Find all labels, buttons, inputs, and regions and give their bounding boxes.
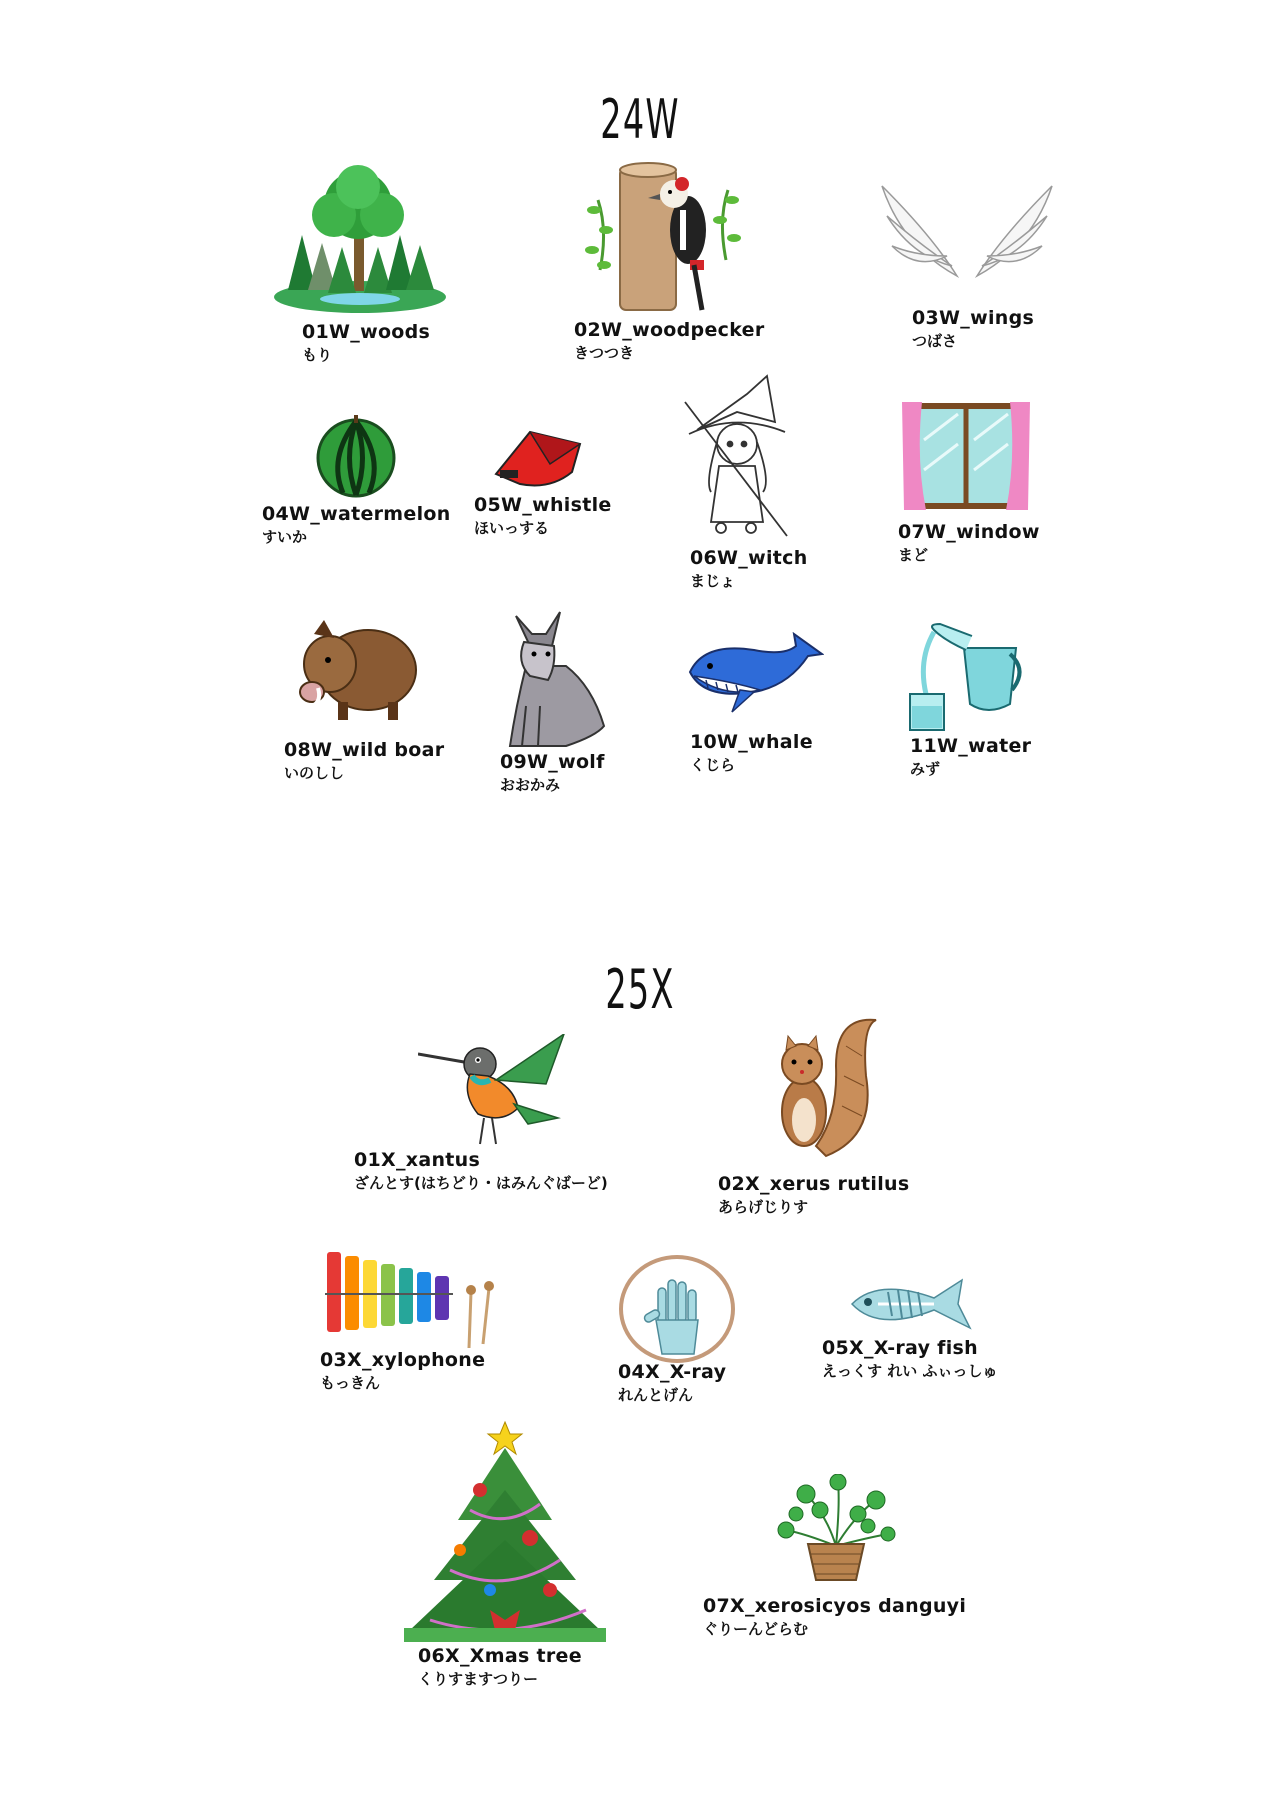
caption-jp: ざんとす(はちどり・はみんぐばーど) <box>354 1173 608 1192</box>
potted-plant-icon <box>776 1474 896 1584</box>
caption-02x <box>718 1174 910 1216</box>
caption-jp: みず <box>910 759 941 778</box>
caption-en: 08W_wild boar <box>284 739 445 761</box>
caption-en: 02X_xerus rutilus <box>718 1173 910 1195</box>
caption-04x <box>618 1362 726 1404</box>
caption-06w <box>690 548 808 590</box>
hummingbird-icon <box>418 1034 566 1150</box>
xray-hand-icon <box>618 1254 736 1364</box>
woodpecker-icon <box>578 160 748 312</box>
caption-en: 05X_X-ray fish <box>822 1337 978 1359</box>
caption-jp: えっくす れい ふぃっしゅ <box>822 1361 998 1380</box>
window-icon <box>900 400 1032 512</box>
xray-fish-icon <box>848 1274 974 1334</box>
caption-en: 05W_whistle <box>474 494 612 516</box>
caption-en: 01W_woods <box>302 321 431 343</box>
caption-en: 06X_Xmas tree <box>418 1645 582 1667</box>
caption-en: 04X_X-ray <box>618 1361 727 1383</box>
whistle-icon <box>490 424 586 490</box>
caption-jp: ぐりーんどらむ <box>703 1619 809 1638</box>
caption-en: 01X_xantus <box>354 1149 481 1171</box>
caption-jp: くりすますつりー <box>418 1669 539 1688</box>
caption-02w <box>574 320 765 362</box>
caption-11w <box>910 736 1031 778</box>
caption-07w <box>898 522 1040 564</box>
caption-jp: くじら <box>690 755 736 774</box>
caption-en: 03W_wings <box>912 307 1035 329</box>
section-title-24w: 24W <box>600 88 680 151</box>
watermelon-icon <box>313 413 399 499</box>
caption-04w <box>262 504 451 546</box>
caption-jp: あらげじりす <box>718 1197 809 1216</box>
caption-jp: もり <box>302 345 333 364</box>
caption-05w <box>474 495 612 537</box>
woods-icon <box>268 165 448 315</box>
caption-10w <box>690 732 813 774</box>
wild-boar-icon <box>298 618 418 722</box>
caption-en: 07W_window <box>898 521 1040 543</box>
xylophone-icon <box>325 1250 505 1350</box>
caption-03x <box>320 1350 485 1392</box>
caption-jp: もっきん <box>320 1373 381 1392</box>
caption-09w <box>500 752 605 794</box>
caption-jp: ほいっする <box>474 518 550 537</box>
caption-en: 02W_woodpecker <box>574 319 765 341</box>
caption-jp: おおかみ <box>500 775 561 794</box>
caption-01w <box>302 322 430 364</box>
caption-05x <box>822 1338 997 1380</box>
caption-jp: いのしし <box>284 763 345 782</box>
caption-en: 04W_watermelon <box>262 503 451 525</box>
caption-jp: すいか <box>262 527 308 546</box>
caption-06x <box>418 1646 582 1688</box>
caption-08w <box>284 740 444 782</box>
caption-en: 09W_wolf <box>500 751 605 773</box>
witch-icon <box>675 372 797 540</box>
wings-icon <box>872 176 1062 286</box>
caption-jp: つばさ <box>912 331 958 350</box>
caption-jp: まど <box>898 545 929 564</box>
water-icon <box>904 620 1028 732</box>
caption-01x <box>354 1150 608 1192</box>
caption-en: 11W_water <box>910 735 1032 757</box>
caption-07x <box>703 1596 966 1638</box>
caption-en: 07X_xerosicyos danguyi <box>703 1595 967 1617</box>
caption-en: 10W_whale <box>690 731 813 753</box>
section-title-25x: 25X <box>605 958 675 1021</box>
caption-jp: まじょ <box>690 571 736 590</box>
caption-jp: きつつき <box>574 343 635 362</box>
caption-en: 06W_witch <box>690 547 808 569</box>
wolf-icon <box>496 606 610 750</box>
caption-jp: れんとげん <box>618 1385 694 1404</box>
xmas-tree-icon <box>400 1420 610 1644</box>
caption-03w <box>912 308 1034 350</box>
squirrel-icon <box>766 1016 880 1166</box>
caption-en: 03X_xylophone <box>320 1349 486 1371</box>
whale-icon <box>684 632 824 718</box>
